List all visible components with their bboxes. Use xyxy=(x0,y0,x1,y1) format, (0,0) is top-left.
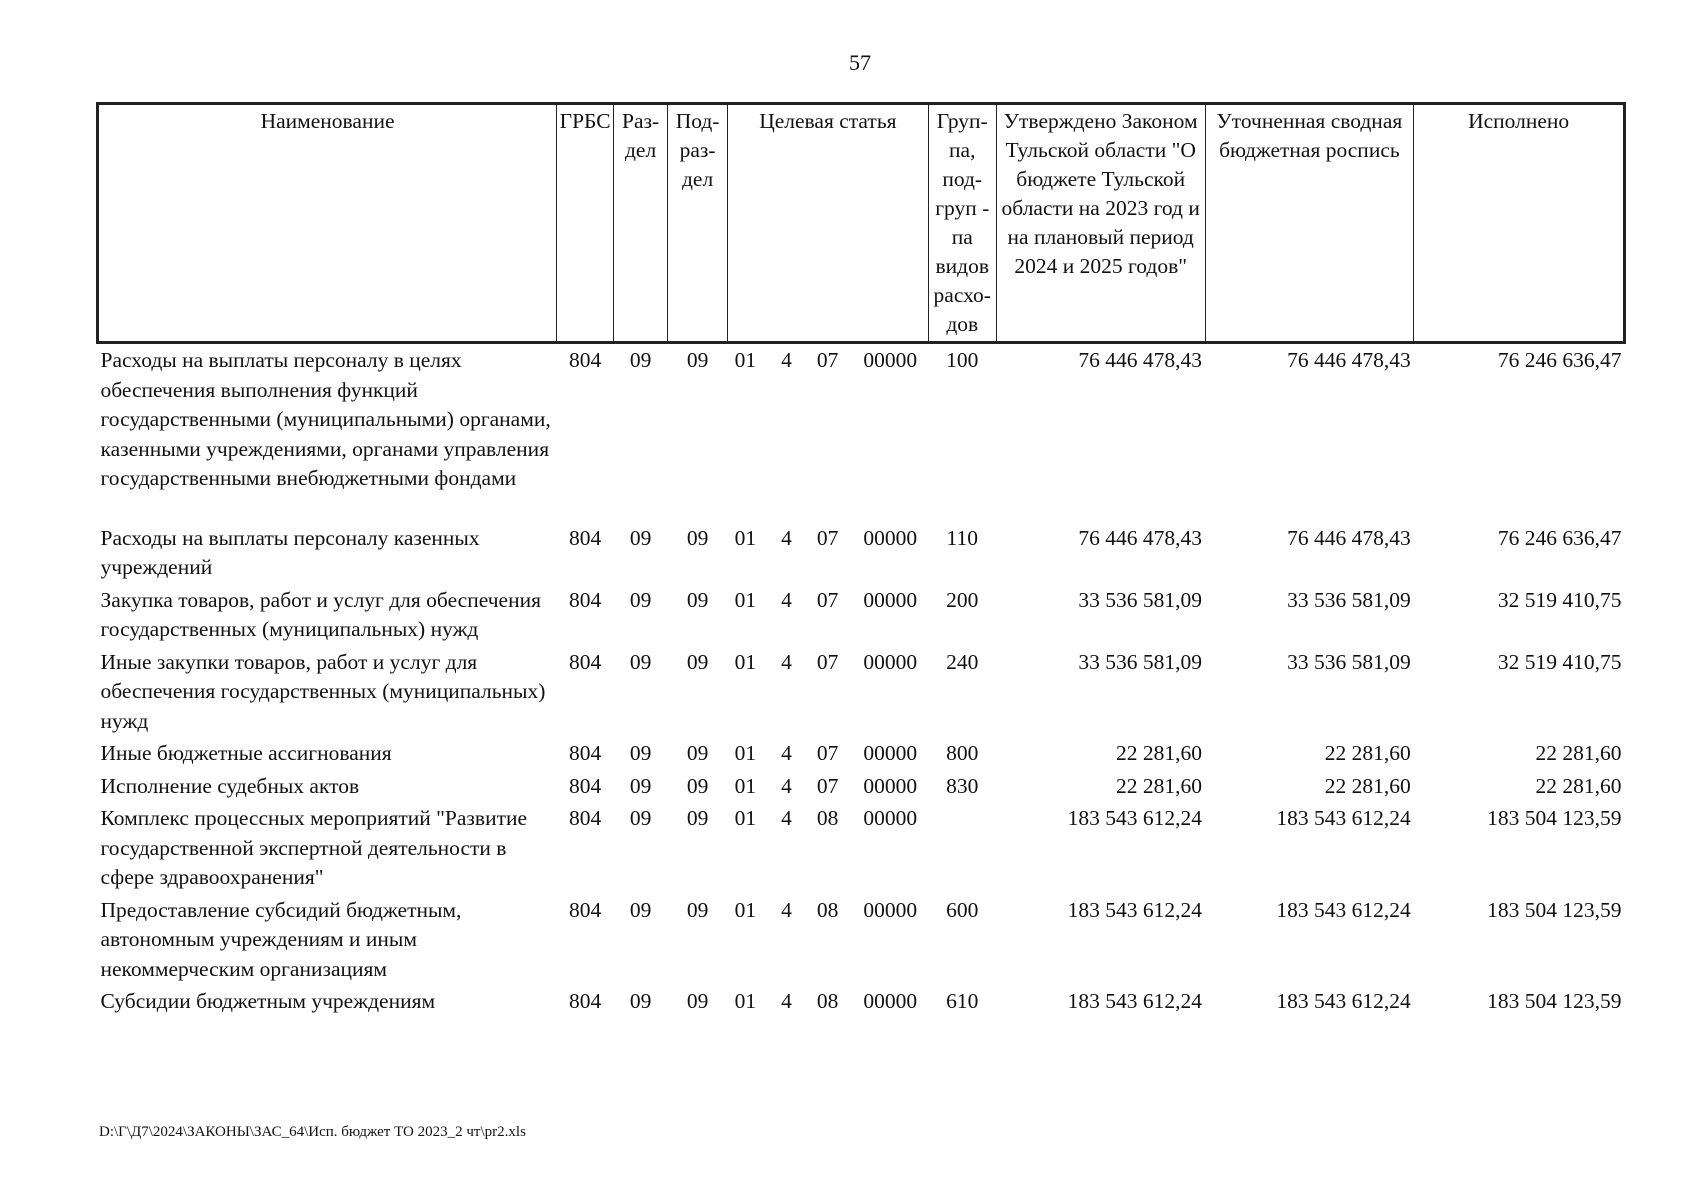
target-code-part: 00000 xyxy=(863,773,918,798)
row-name: Закупка товаров, работ и услуг для обеспечения государственных (муниципальных) нужд xyxy=(100,587,541,641)
row-refined: 183 543 612,24 xyxy=(1276,897,1411,922)
row-podrazdel: 09 xyxy=(686,348,709,372)
row-podrazdel: 09 xyxy=(686,649,709,674)
row-target xyxy=(728,584,929,646)
target-code-part: 01 xyxy=(734,525,757,550)
header-row xyxy=(98,104,1625,343)
target-code-part: 07 xyxy=(816,773,839,798)
row-executed: 22 281,60 xyxy=(1535,741,1622,765)
target-code-part: 01 xyxy=(734,773,757,798)
table-row xyxy=(98,985,1625,1018)
row-razdel: 09 xyxy=(629,806,652,830)
row-name: Исполнение судебных актов xyxy=(100,773,360,798)
row-name: Предоставление субсидий бюджетным, автономным учреждениям и иным некоммерческим организациям xyxy=(100,897,462,981)
row-refined: 22 281,60 xyxy=(1324,773,1411,798)
target-code-part: 07 xyxy=(816,649,839,674)
row-target xyxy=(728,802,929,894)
row-executed: 183 504 123,59 xyxy=(1487,989,1622,1013)
target-code-part: 07 xyxy=(816,741,839,765)
table-row xyxy=(98,737,1625,770)
target-code-part: 00000 xyxy=(863,989,918,1013)
row-approved: 183 543 612,24 xyxy=(1067,989,1203,1013)
row-razdel: 09 xyxy=(629,525,652,550)
row-name: Расходы на выплаты персоналу казенных учреждений xyxy=(100,525,480,579)
table-row xyxy=(98,343,1625,522)
row-grbs: 804 xyxy=(568,989,602,1013)
target-code-part: 08 xyxy=(816,897,839,922)
target-code-part: 4 xyxy=(781,741,792,765)
row-podrazdel: 09 xyxy=(686,773,709,798)
row-razdel: 09 xyxy=(629,348,652,372)
row-target xyxy=(728,985,929,1018)
row-grbs: 804 xyxy=(568,897,602,922)
row-razdel: 09 xyxy=(629,897,652,922)
row-razdel: 09 xyxy=(629,741,652,765)
target-code-part: 00000 xyxy=(863,587,918,612)
row-refined: 76 446 478,43 xyxy=(1287,525,1411,550)
target-code-part: 4 xyxy=(781,649,792,674)
row-grbs: 804 xyxy=(568,741,602,765)
row-grbs: 804 xyxy=(568,649,602,674)
row-group: 100 xyxy=(946,348,979,372)
target-code-part: 4 xyxy=(781,525,792,550)
target-code-part: 07 xyxy=(816,348,839,372)
footer-file-path: D:\Г\Д7\2024\ЗАКОНЫ\ЗАС_64\Исп. бюджет ТО 2023_2 чт\pr2.xls xyxy=(99,1124,526,1140)
row-approved: 33 536 581,09 xyxy=(1078,587,1203,612)
row-podrazdel: 09 xyxy=(686,897,709,922)
row-group: 600 xyxy=(946,897,979,922)
target-code-part: 07 xyxy=(816,525,839,550)
target-code-part: 08 xyxy=(816,806,839,830)
target-code-part: 00000 xyxy=(863,348,918,372)
row-name: Иные бюджетные ассигнования xyxy=(100,741,392,765)
header-group: Груп- па, под- груп - па видов расхо- дов xyxy=(928,104,996,343)
header-refined: Уточненная сводная бюджетная роспись xyxy=(1205,104,1414,343)
row-name: Иные закупки товаров, работ и услуг для обеспечения государственных (муниципальных) нужд xyxy=(100,649,546,733)
row-refined: 33 536 581,09 xyxy=(1287,649,1411,674)
row-group: 610 xyxy=(946,989,979,1013)
row-executed: 22 281,60 xyxy=(1535,773,1622,798)
target-code-part: 01 xyxy=(734,587,757,612)
row-grbs: 804 xyxy=(568,806,602,830)
target-code-part: 00000 xyxy=(863,806,918,830)
row-razdel: 09 xyxy=(629,649,652,674)
row-group: 800 xyxy=(946,741,979,765)
row-refined: 183 543 612,24 xyxy=(1276,989,1411,1013)
row-razdel: 09 xyxy=(629,989,652,1013)
row-approved: 76 446 478,43 xyxy=(1078,348,1203,372)
row-razdel: 09 xyxy=(629,587,652,612)
target-code-part: 01 xyxy=(734,741,757,765)
header-grbs: ГРБС xyxy=(557,104,614,343)
target-code-part: 00000 xyxy=(863,649,918,674)
row-group: 240 xyxy=(946,649,979,674)
row-grbs: 804 xyxy=(568,525,602,550)
target-code-part: 01 xyxy=(734,806,757,830)
header-razdel: Раз- дел xyxy=(614,104,668,343)
page-number: 57 xyxy=(849,50,871,75)
row-name: Субсидии бюджетным учреждениям xyxy=(100,989,436,1013)
target-code-part: 4 xyxy=(781,989,792,1013)
row-executed: 76 246 636,47 xyxy=(1497,525,1622,550)
row-grbs: 804 xyxy=(568,348,602,372)
row-executed: 76 246 636,47 xyxy=(1497,348,1622,372)
target-code-part: 01 xyxy=(734,989,757,1013)
row-executed: 183 504 123,59 xyxy=(1487,806,1622,830)
row-podrazdel: 09 xyxy=(686,806,709,830)
row-group xyxy=(928,802,996,894)
row-refined: 183 543 612,24 xyxy=(1276,806,1411,830)
row-refined: 76 446 478,43 xyxy=(1287,348,1411,372)
table-body xyxy=(98,343,1625,1018)
row-grbs: 804 xyxy=(568,587,602,612)
row-approved: 33 536 581,09 xyxy=(1078,649,1203,674)
row-target xyxy=(728,522,929,584)
row-razdel: 09 xyxy=(629,773,652,798)
row-refined: 22 281,60 xyxy=(1324,741,1411,765)
row-group: 200 xyxy=(946,587,979,612)
target-code-part: 4 xyxy=(781,587,792,612)
row-group: 830 xyxy=(946,773,979,798)
table-row xyxy=(98,522,1625,584)
header-name: Наименование xyxy=(98,104,557,343)
header-executed: Исполнено xyxy=(1414,104,1625,343)
row-approved: 22 281,60 xyxy=(1116,741,1203,765)
row-target xyxy=(728,343,929,522)
target-code-part: 01 xyxy=(734,348,757,372)
target-code-part: 4 xyxy=(781,897,792,922)
row-executed: 183 504 123,59 xyxy=(1487,897,1622,922)
table-row xyxy=(98,770,1625,803)
row-target xyxy=(728,646,929,738)
row-approved: 183 543 612,24 xyxy=(1067,897,1203,922)
row-refined: 33 536 581,09 xyxy=(1287,587,1411,612)
row-approved: 183 543 612,24 xyxy=(1067,806,1203,830)
row-name: Комплекс процессных мероприятий "Развитие государственной экспертной деятельности в сфере здравоохранения" xyxy=(100,806,528,889)
row-group: 110 xyxy=(946,525,978,550)
target-code-part: 4 xyxy=(781,348,792,372)
header-approved: Утверждено Законом Тульской области "О бюджете Тульской области на 2023 год и на плановый период 2024 и 2025 годов" xyxy=(996,104,1205,343)
target-code-part: 01 xyxy=(734,649,757,674)
row-grbs: 804 xyxy=(568,773,602,798)
target-code-part: 00000 xyxy=(863,525,918,550)
header-target: Целевая статья xyxy=(728,104,929,343)
table-row xyxy=(98,646,1625,738)
row-executed: 32 519 410,75 xyxy=(1497,587,1622,612)
row-name: Расходы на выплаты персоналу в целях обеспечения выполнения функций государственными (муниципальными) органами, казенными учреждениями, органами управления государственными внебюджетными фондами xyxy=(100,348,551,490)
header-podrazdel: Под- раз- дел xyxy=(668,104,728,343)
row-podrazdel: 09 xyxy=(686,989,709,1013)
table-row xyxy=(98,894,1625,986)
target-code-part: 07 xyxy=(816,587,839,612)
row-approved: 22 281,60 xyxy=(1116,773,1203,798)
target-code-part: 00000 xyxy=(863,741,918,765)
row-podrazdel: 09 xyxy=(686,587,709,612)
row-executed: 32 519 410,75 xyxy=(1497,649,1622,674)
row-target xyxy=(728,737,929,770)
row-target xyxy=(728,894,929,986)
row-target xyxy=(728,770,929,803)
table-row xyxy=(98,584,1625,646)
target-code-part: 4 xyxy=(781,806,792,830)
row-podrazdel: 09 xyxy=(686,525,709,550)
target-code-part: 00000 xyxy=(863,897,918,922)
budget-table xyxy=(96,102,1626,1018)
target-code-part: 08 xyxy=(816,989,839,1013)
table-row xyxy=(98,802,1625,894)
target-code-part: 4 xyxy=(781,773,792,798)
row-approved: 76 446 478,43 xyxy=(1078,525,1203,550)
row-podrazdel: 09 xyxy=(686,741,709,765)
target-code-part: 01 xyxy=(734,897,757,922)
